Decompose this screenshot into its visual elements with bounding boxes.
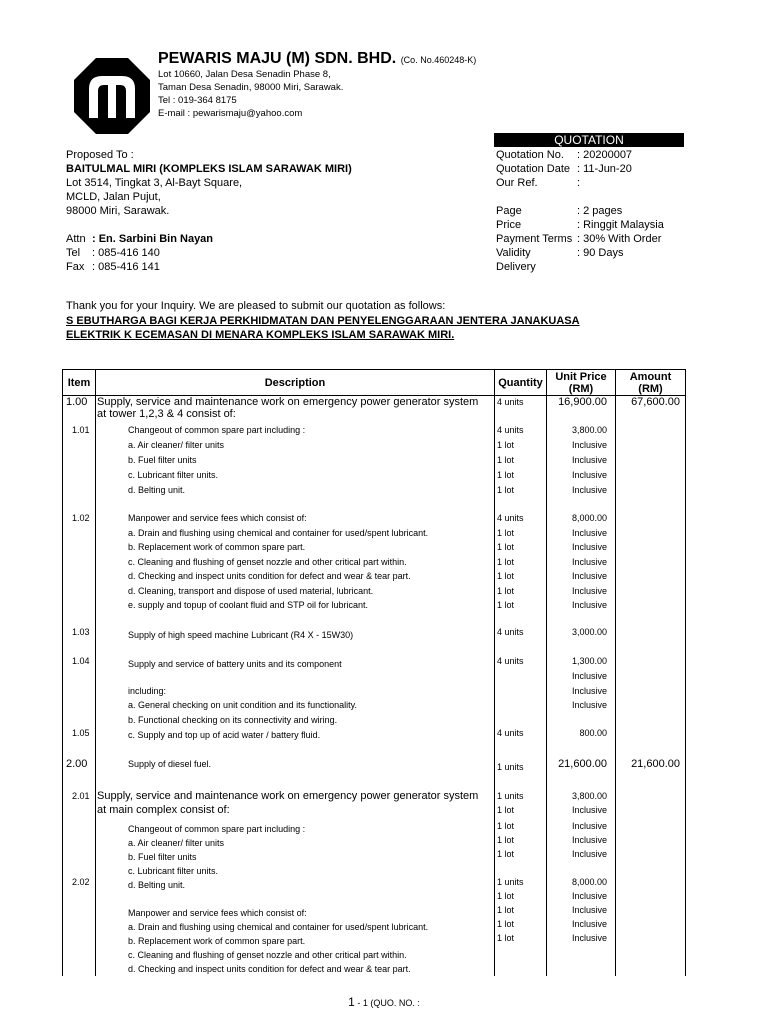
header-quantity: Quantity	[498, 376, 543, 389]
subject-line-2: ELEKTRIK K ECEMASAN DI MENARA KOMPLEKS ISLAM SARAWAK MIRI.	[66, 329, 455, 341]
item-description: a. Air cleaner/ filter units	[128, 440, 225, 450]
item-quantity: 1 lot	[497, 891, 515, 901]
header-amount: Amount (RM)	[629, 370, 672, 395]
item-description: Supply and service of battery units and its component	[128, 659, 342, 669]
item-description: Supply, service and maintenance work on emergency power generator system	[97, 396, 479, 408]
item-unit-price: Inclusive	[571, 557, 607, 567]
item-description: Changeout of common spare part including :	[128, 824, 306, 834]
item-quantity: 1 lot	[497, 455, 515, 465]
item-description: a. General checking on unit condition and its functionality.	[128, 700, 357, 710]
item-quantity: 1 lot	[497, 821, 515, 831]
item-quantity: 1 lot	[497, 849, 515, 859]
item-unit-price: Inclusive	[571, 470, 607, 480]
item-quantity: 1 lot	[497, 933, 515, 943]
item-description: a. Drain and flushing using chemical and container for used/spent lubricant.	[128, 528, 429, 538]
item-unit-price: Inclusive	[571, 891, 607, 901]
item-unit-price: Inclusive	[571, 671, 607, 681]
item-number: 1.03	[72, 627, 90, 637]
item-number: 1.01	[72, 425, 90, 435]
item-description: d. Checking and inspect units condition for defect and wear & tear part.	[128, 571, 411, 581]
meta-label: Quotation No.	[496, 149, 564, 161]
item-unit-price: 21,600.00	[558, 758, 607, 770]
item-quantity: 1 lot	[497, 542, 515, 552]
item-quantity: 4 units	[497, 656, 524, 666]
company-address-1: Lot 10660, Jalan Desa Senadin Phase 8,	[158, 69, 331, 80]
item-unit-price: Inclusive	[571, 600, 607, 610]
item-quantity: 1 lot	[497, 470, 515, 480]
meta-value: : 20200007	[577, 149, 633, 161]
item-description: Manpower and service fees which consist of:	[128, 513, 307, 523]
item-quantity: 4 units	[497, 728, 524, 738]
header-unit-price: Unit Price (RM)	[555, 370, 607, 395]
meta-value: :	[577, 177, 581, 189]
header-description: Description	[264, 376, 326, 389]
subject-line-1: S EBUTHARGA BAGI KERJA PERKHIDMATAN DAN PENYELENGGARAAN JENTERA JANAKUASA	[66, 315, 580, 327]
client-address-2: MCLD, Jalan Pujut,	[66, 191, 161, 203]
item-quantity: 4 units	[497, 627, 524, 637]
item-description: c. Lubricant filter units.	[128, 866, 219, 876]
item-unit-price: Inclusive	[571, 821, 607, 831]
company-reg-no: (Co. No.460248-K)	[400, 55, 477, 65]
item-unit-price: 8,000.00	[571, 513, 607, 523]
client-address-1: Lot 3514, Tingkat 3, Al-Bayt Square,	[66, 177, 243, 189]
item-quantity: 1 lot	[497, 835, 515, 845]
item-unit-price: Inclusive	[571, 686, 607, 696]
meta-value: : 11-Jun-20	[577, 163, 632, 175]
item-number: 1.05	[72, 728, 90, 738]
item-quantity: 1 lot	[497, 571, 515, 581]
item-unit-price: 3,800.00	[571, 425, 607, 435]
proposed-to-label: Proposed To :	[66, 149, 134, 161]
item-unit-price: 800.00	[579, 728, 607, 738]
company-email: E-mail : pewarismaju@yahoo.com	[158, 108, 303, 119]
item-description: Manpower and service fees which consist of:	[128, 908, 307, 918]
item-unit-price: Inclusive	[571, 849, 607, 859]
item-unit-price: 1,300.00	[571, 656, 607, 666]
fax-label: Fax	[66, 261, 85, 273]
item-quantity: 1 lot	[497, 485, 515, 495]
header-item: Item	[67, 376, 91, 389]
intro-text: Thank you for your Inquiry. We are pleased to submit our quotation as follows:	[66, 300, 446, 312]
item-description: d. Cleaning, transport and dispose of used material, lubricant.	[128, 586, 374, 596]
item-unit-price: Inclusive	[571, 919, 607, 929]
item-unit-price: Inclusive	[571, 571, 607, 581]
meta-value: : Ringgit Malaysia	[577, 219, 664, 231]
item-description: d. Checking and inspect units condition for defect and wear & tear part.	[128, 964, 411, 974]
company-address-2: Taman Desa Senadin, 98000 Miri, Sarawak.	[158, 82, 344, 93]
meta-label: Delivery	[496, 261, 536, 273]
item-description: e. supply and topup of coolant fluid and STP oil for lubricant.	[128, 600, 368, 610]
meta-label: Quotation Date	[496, 163, 570, 175]
tel-value: : 085-416 140	[92, 247, 160, 259]
meta-value: : 90 Days	[577, 247, 624, 259]
item-unit-price: Inclusive	[571, 440, 607, 450]
client-name: BAITULMAL MIRI (KOMPLEKS ISLAM SARAWAK MIRI)	[66, 163, 352, 175]
item-unit-price: 3,800.00	[571, 791, 607, 801]
item-quantity: 4 units	[497, 397, 524, 407]
meta-label: Price	[496, 219, 522, 231]
item-description: at tower 1,2,3 & 4 consist of:	[97, 408, 236, 420]
item-unit-price: Inclusive	[571, 485, 607, 495]
item-unit-price: Inclusive	[571, 905, 607, 915]
item-quantity: 1 lot	[497, 557, 515, 567]
item-quantity: 1 lot	[497, 600, 515, 610]
page-footer-suffix: - 1 (QUO. NO. :	[354, 998, 420, 1008]
fax-value: : 085-416 141	[92, 261, 160, 273]
item-description: d. Belting unit.	[128, 880, 186, 890]
item-description: at main complex consist of:	[97, 804, 230, 816]
item-description: b. Functional checking on its connectivity and wiring.	[128, 715, 338, 725]
item-amount: 67,600.00	[631, 396, 680, 408]
item-description: c. Supply and top up of acid water / battery fluid.	[128, 730, 321, 740]
meta-label: Payment Terms	[496, 233, 573, 245]
item-quantity: 1 lot	[497, 440, 515, 450]
meta-label: Our Ref.	[496, 177, 538, 189]
item-unit-price: Inclusive	[571, 700, 607, 710]
item-description: c. Lubricant filter units.	[128, 470, 219, 480]
item-quantity: 1 lot	[497, 919, 515, 929]
item-description: Changeout of common spare part including :	[128, 425, 306, 435]
item-unit-price: Inclusive	[571, 528, 607, 538]
item-unit-price: Inclusive	[571, 835, 607, 845]
company-name: PEWARIS MAJU (M) SDN. BHD. (Co. No.460248-K)	[158, 50, 477, 67]
item-quantity: 4 units	[497, 513, 524, 523]
item-description: b. Fuel filter units	[128, 852, 197, 862]
company-tel: Tel : 019-364 8175	[158, 95, 237, 106]
tel-label: Tel	[66, 247, 81, 259]
item-number: 2.02	[72, 877, 90, 887]
attn-value: : En. Sarbini Bin Nayan	[92, 233, 214, 245]
page-number: 1	[348, 995, 355, 1009]
item-description: b. Fuel filter units	[128, 455, 197, 465]
item-unit-price: Inclusive	[571, 933, 607, 943]
item-number: 2.00	[66, 758, 88, 770]
item-number: 2.01	[72, 791, 90, 801]
item-quantity: 1 lot	[497, 905, 515, 915]
item-number: 1.02	[72, 513, 90, 523]
item-description: Supply of diesel fuel.	[128, 759, 212, 769]
meta-value: : 30% With Order	[577, 233, 662, 245]
item-unit-price: Inclusive	[571, 455, 607, 465]
item-quantity: 4 units	[497, 425, 524, 435]
item-quantity: 1 lot	[497, 586, 515, 596]
meta-label: Validity	[496, 247, 531, 259]
meta-label: Page	[496, 205, 522, 217]
item-description: b. Replacement work of common spare part.	[128, 542, 306, 552]
item-quantity: 1 lot	[497, 528, 515, 538]
item-unit-price: 3,000.00	[571, 627, 607, 637]
item-quantity: 1 units	[497, 877, 524, 887]
item-description: d. Belting unit.	[128, 485, 186, 495]
item-quantity: 1 units	[497, 762, 524, 772]
item-quantity: 1 units	[497, 791, 524, 801]
item-number: 1.04	[72, 656, 90, 666]
attn-label: Attn	[66, 233, 86, 245]
item-description: including:	[128, 686, 167, 696]
item-amount: 21,600.00	[631, 758, 680, 770]
item-unit-price: 8,000.00	[571, 877, 607, 887]
item-unit-price: Inclusive	[571, 586, 607, 596]
item-quantity: 1 lot	[497, 805, 515, 815]
item-description: a. Air cleaner/ filter units	[128, 838, 225, 848]
document-title: QUOTATION	[494, 133, 684, 147]
item-description: Supply, service and maintenance work on emergency power generator system	[97, 790, 479, 802]
meta-value: : 2 pages	[577, 205, 623, 217]
item-unit-price: 16,900.00	[558, 396, 607, 408]
item-unit-price: Inclusive	[571, 805, 607, 815]
item-description: c. Cleaning and flushing of genset nozzle and other critical part within.	[128, 557, 407, 567]
item-description: c. Cleaning and flushing of genset nozzle and other critical part within.	[128, 950, 407, 960]
item-description: b. Replacement work of common spare part.	[128, 936, 306, 946]
item-description: Supply of high speed machine Lubricant (R4 X - 15W30)	[128, 630, 354, 640]
client-address-3: 98000 Miri, Sarawak.	[66, 205, 170, 217]
item-description: a. Drain and flushing using chemical and container for used/spent lubricant.	[128, 922, 429, 932]
page-footer	[0, 995, 768, 1009]
item-unit-price: Inclusive	[571, 542, 607, 552]
item-number: 1.00	[66, 396, 88, 408]
company-logo	[72, 56, 152, 136]
